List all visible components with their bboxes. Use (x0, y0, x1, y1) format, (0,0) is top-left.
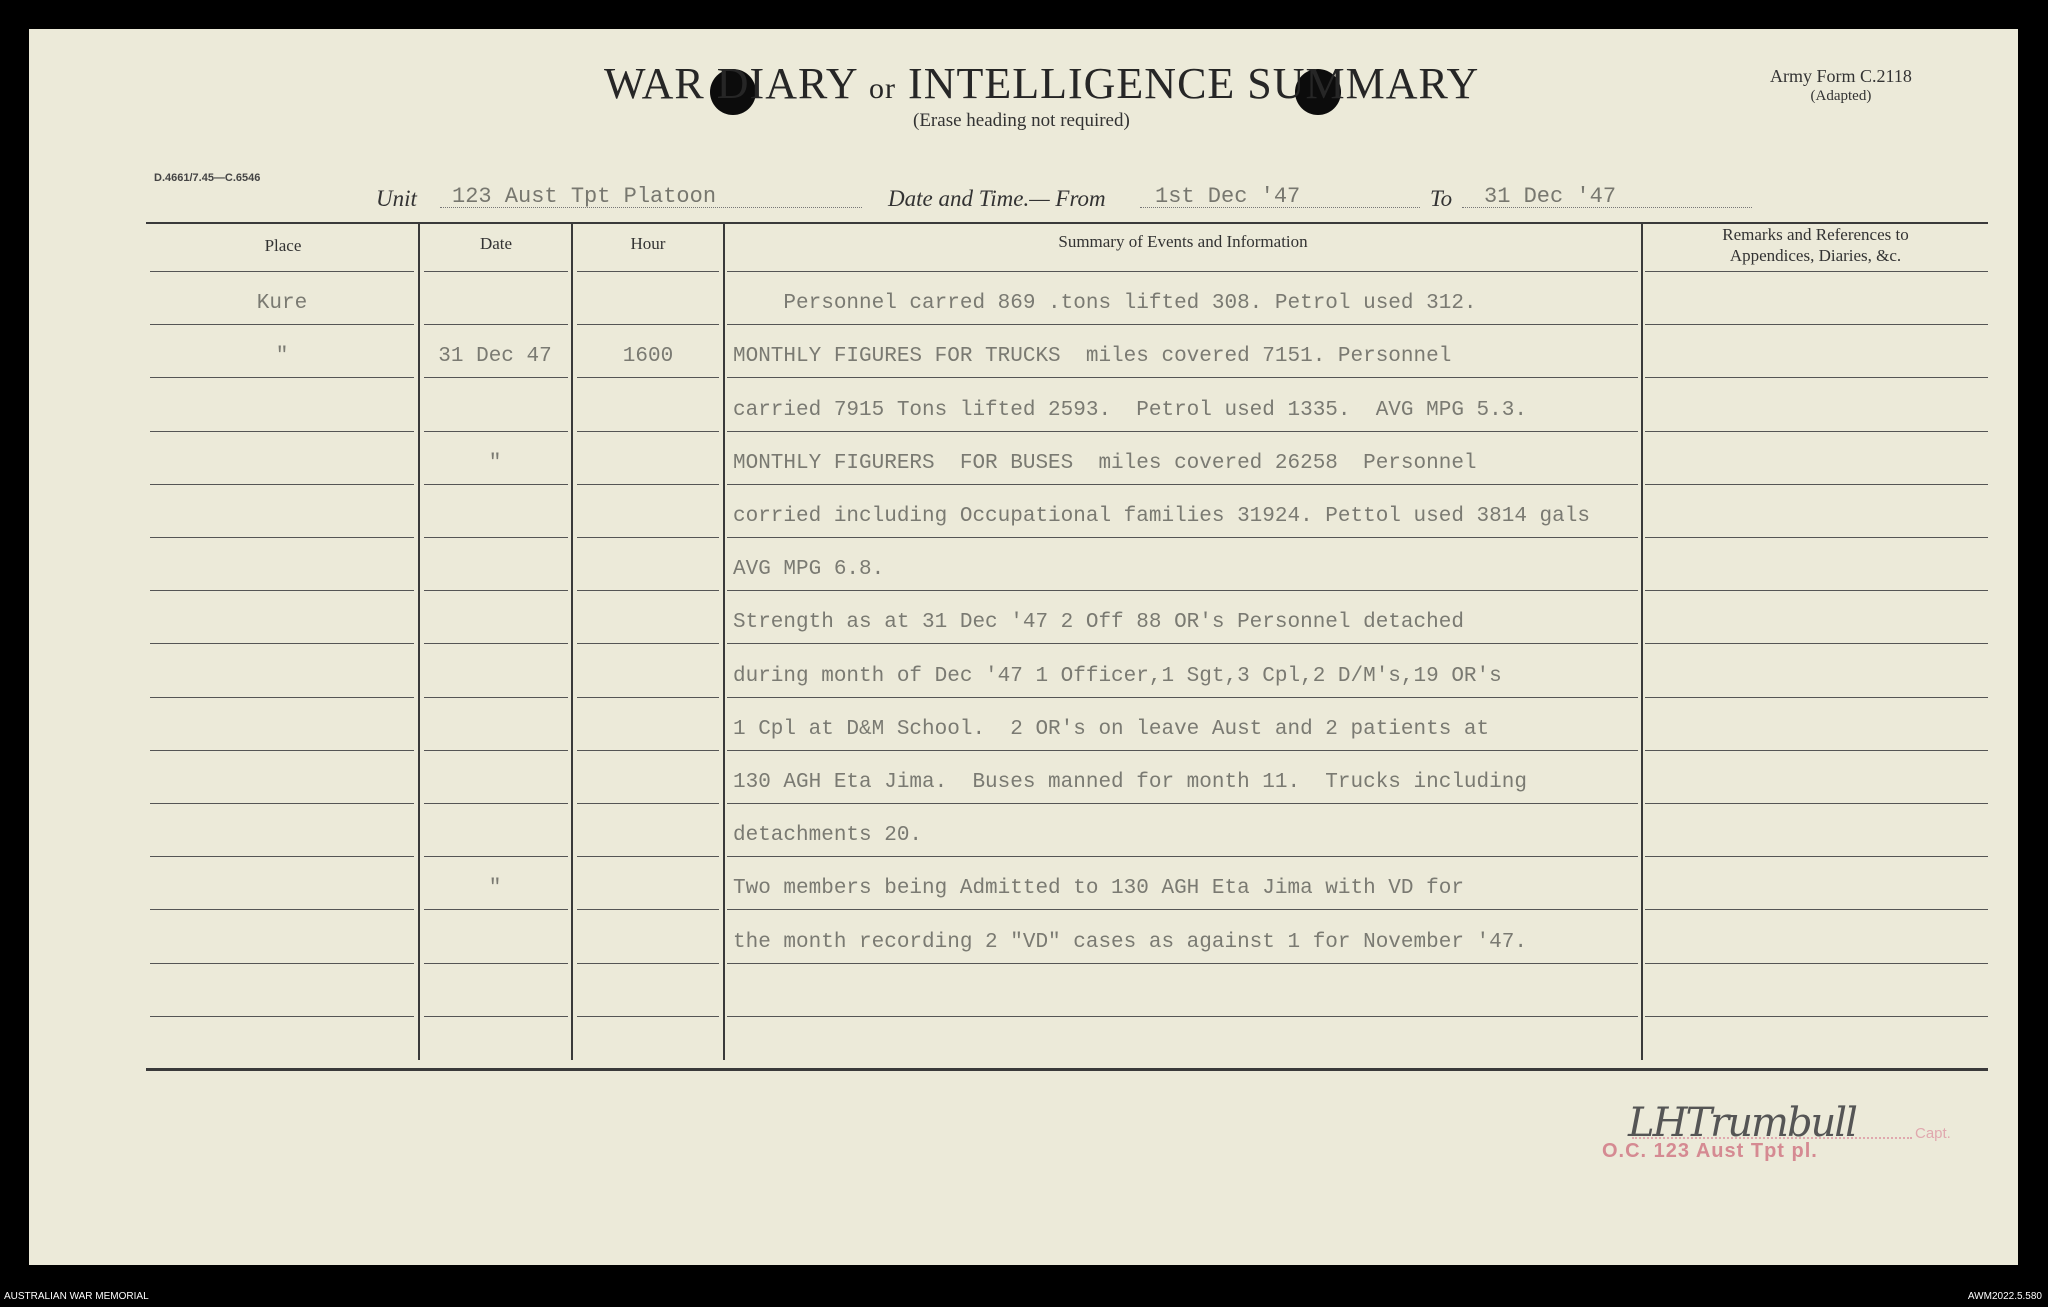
col-divider-hour (723, 224, 725, 1060)
ruled-line (424, 324, 568, 325)
from-dotted-line (1140, 207, 1420, 208)
ruled-line (424, 909, 568, 910)
entry-summary: the month recording 2 "VD" cases as against 1 for November '47. (733, 931, 1527, 954)
ruled-line (150, 324, 414, 325)
ruled-line (727, 271, 1638, 272)
ruled-line (577, 324, 719, 325)
column-header-place: Place (264, 236, 302, 255)
ruled-line (577, 431, 719, 432)
ruled-line (424, 803, 568, 804)
ruled-line (727, 377, 1638, 378)
entry-summary: Personnel carred 869 .tons lifted 308. Petrol used 312. (733, 292, 1477, 315)
ruled-line (577, 643, 719, 644)
diary-sheet (29, 29, 2018, 1265)
ruled-line (577, 271, 719, 272)
ruled-line (1645, 271, 1988, 272)
entry-summary: MONTHLY FIGURERS FOR BUSES miles covered 26258 Personnel (733, 452, 1477, 475)
ruled-line (150, 963, 414, 964)
ruled-line (1645, 537, 1988, 538)
ruled-line (577, 803, 719, 804)
ruled-line (424, 590, 568, 591)
entry-date: " (488, 877, 502, 900)
army-form-note: (Adapted) (1810, 88, 1872, 104)
signature: LHTrumbull (1628, 1100, 1856, 1146)
ruled-line (424, 697, 568, 698)
stamp-dotted-line (1632, 1137, 1912, 1139)
entry-place: Kure (256, 292, 308, 315)
oc-stamp: O.C. 123 Aust Tpt pl. (1602, 1140, 1818, 1162)
ruled-line (577, 377, 719, 378)
ruled-line (727, 590, 1638, 591)
ruled-line (1645, 643, 1988, 644)
ruled-line (150, 484, 414, 485)
page-title (604, 58, 1479, 109)
ruled-line (150, 377, 414, 378)
ruled-line (577, 1016, 719, 1017)
unit-label: Unit (376, 186, 417, 211)
ruled-line (577, 537, 719, 538)
entry-summary: Two members being Admitted to 130 AGH Eta Jima with VD for (733, 877, 1464, 900)
ruled-line (150, 856, 414, 857)
ruled-line (424, 750, 568, 751)
table-bottom-border (146, 1068, 1988, 1071)
ruled-line (727, 803, 1638, 804)
army-form-number: Army Form C.2118 (1770, 66, 1912, 86)
footer-left: AUSTRALIAN WAR MEMORIAL (4, 1291, 149, 1302)
ruled-line (727, 537, 1638, 538)
ruled-line (150, 803, 414, 804)
ruled-line (727, 963, 1638, 964)
title-war-diary: WAR DIARY (604, 59, 858, 108)
ruled-line (727, 643, 1638, 644)
ruled-line (1645, 1016, 1988, 1017)
entry-summary: carried 7915 Tons lifted 2593. Petrol used 1335. AVG MPG 5.3. (733, 399, 1527, 422)
title-intelligence-summary: INTELLIGENCE SUMMARY (908, 59, 1480, 108)
ruled-line (727, 324, 1638, 325)
entry-place: " (275, 345, 289, 368)
ruled-line (577, 856, 719, 857)
ruled-line (150, 590, 414, 591)
ruled-line (150, 431, 414, 432)
entry-summary: detachments 20. (733, 824, 923, 847)
ruled-line (727, 1016, 1638, 1017)
ruled-line (727, 909, 1638, 910)
ruled-line (577, 484, 719, 485)
ruled-line (1645, 590, 1988, 591)
subtitle: (Erase heading not required) (913, 110, 1130, 131)
ruled-line (150, 643, 414, 644)
ruled-line (1645, 377, 1988, 378)
column-header-remarks (1645, 224, 1986, 266)
date-time-label: Date and Time.— From (888, 186, 1106, 211)
title-or: or (869, 72, 897, 105)
ruled-line (1645, 431, 1988, 432)
ruled-line (577, 750, 719, 751)
ruled-line (577, 697, 719, 698)
ruled-line (150, 1016, 414, 1017)
ruled-line (150, 537, 414, 538)
ruled-line (424, 431, 568, 432)
ruled-line (424, 643, 568, 644)
ruled-line (424, 271, 568, 272)
ruled-line (577, 590, 719, 591)
from-value: 1st Dec '47 (1155, 184, 1301, 209)
ruled-line (1645, 484, 1988, 485)
entry-date: 31 Dec 47 (438, 345, 552, 368)
column-header-hour: Hour (630, 234, 666, 253)
ruled-line (1645, 963, 1988, 964)
ruled-line (150, 697, 414, 698)
ruled-line (727, 750, 1638, 751)
column-header-date: Date (479, 234, 513, 253)
ruled-line (727, 484, 1638, 485)
entry-hour: 1600 (622, 345, 674, 368)
entry-summary: AVG MPG 6.8. (733, 558, 885, 581)
ruled-line (150, 909, 414, 910)
ruled-line (424, 963, 568, 964)
army-form-label (1770, 66, 1912, 106)
unit-value: 123 Aust Tpt Platoon (452, 184, 717, 209)
entry-summary: during month of Dec '47 1 Officer,1 Sgt,3 Cpl,2 D/M's,19 OR's (733, 665, 1502, 688)
ruled-line (577, 909, 719, 910)
footer-right: AWM2022.5.580 (1967, 1291, 2042, 1302)
ruled-line (150, 750, 414, 751)
stamp-rank: Capt. (1915, 1125, 1951, 1142)
ruled-line (424, 484, 568, 485)
ruled-line (424, 856, 568, 857)
ruled-line (727, 856, 1638, 857)
entry-date: " (488, 452, 502, 475)
column-header-remarks-line2: Appendices, Diaries, &c. (1729, 246, 1902, 265)
ruled-line (1645, 324, 1988, 325)
ruled-line (1645, 856, 1988, 857)
column-header-remarks-line1: Remarks and References to (1722, 225, 1909, 244)
ruled-line (424, 537, 568, 538)
unit-dotted-line (440, 207, 862, 208)
print-code: D.4661/7.45—C.6546 (154, 172, 261, 184)
ruled-line (727, 431, 1638, 432)
ruled-line (1645, 697, 1988, 698)
ruled-line (577, 963, 719, 964)
entry-summary: corried including Occupational families 31924. Pettol used 3814 gals (733, 505, 1590, 528)
to-label: To (1430, 186, 1453, 211)
ruled-line (1645, 803, 1988, 804)
col-divider-date (571, 224, 573, 1060)
to-value: 31 Dec '47 (1484, 184, 1617, 209)
to-dotted-line (1462, 207, 1752, 208)
entry-summary: 1 Cpl at D&M School. 2 OR's on leave Aust and 2 patients at (733, 718, 1490, 741)
ruled-line (424, 377, 568, 378)
ruled-line (150, 271, 414, 272)
entry-summary: 130 AGH Eta Jima. Buses manned for month 11. Trucks including (733, 771, 1527, 794)
entry-summary: Strength as at 31 Dec '47 2 Off 88 OR's Personnel detached (733, 611, 1464, 634)
ruled-line (1645, 909, 1988, 910)
ruled-line (424, 1016, 568, 1017)
entry-summary: MONTHLY FIGURES FOR TRUCKS miles covered 7151. Personnel (733, 345, 1452, 368)
column-header-summary: Summary of Events and Information (1058, 232, 1308, 251)
ruled-line (727, 697, 1638, 698)
ruled-line (1645, 750, 1988, 751)
